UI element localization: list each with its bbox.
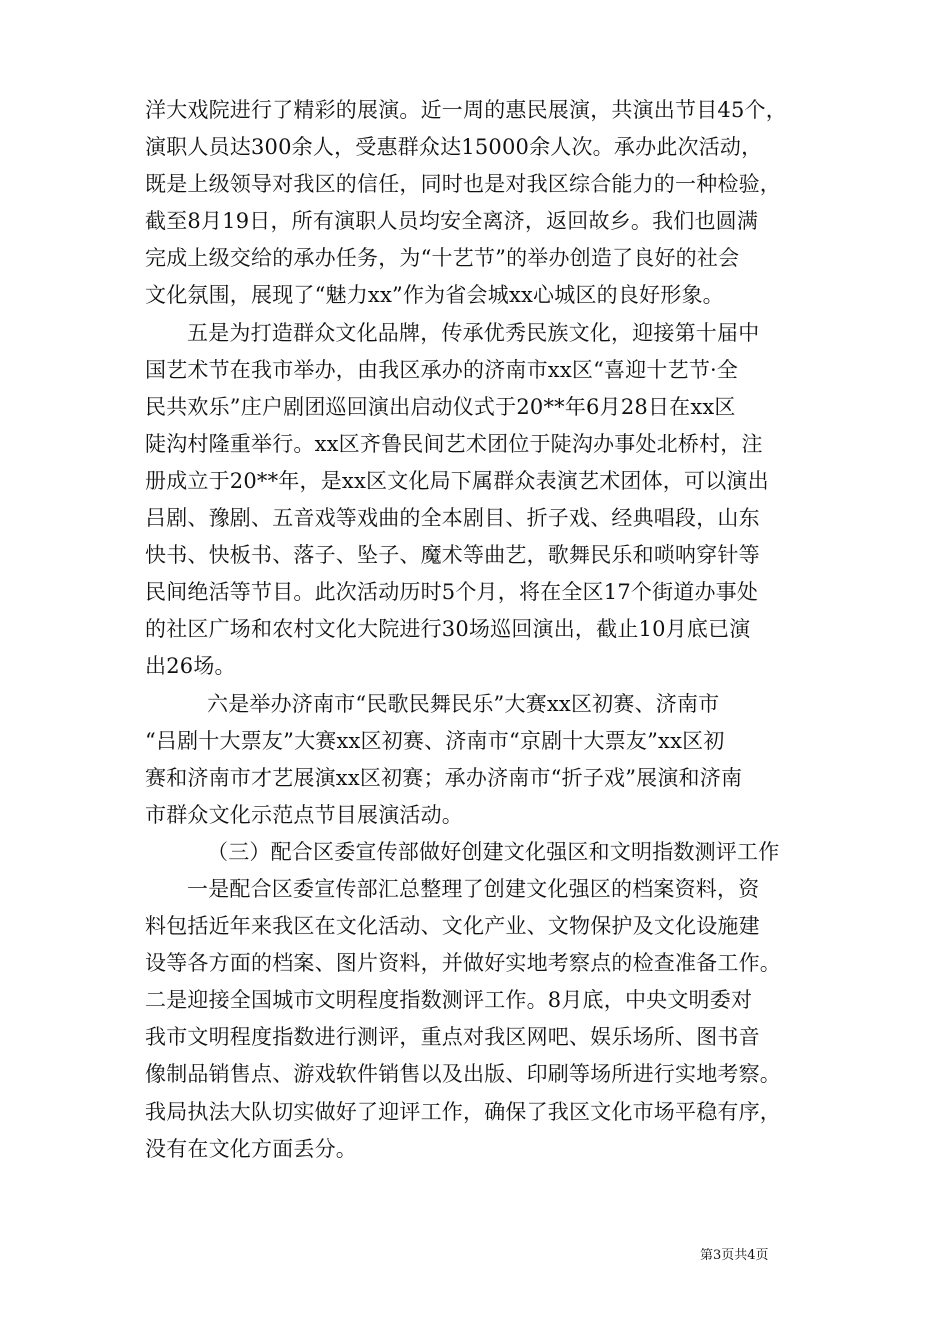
text-line: 像制品销售点、游戏软件销售以及出版、印刷等场所进行实地考察。	[145, 1062, 781, 1087]
text-line: 市群众文化示范点节目展演活动。	[145, 802, 463, 827]
text-line: 演职人员达300余人，受惠群众达15000余人次。承办此次活动，	[145, 135, 763, 160]
text-line: 吕剧、豫剧、五音戏等戏曲的全本剧目、折子戏、经典唱段，山东	[145, 506, 760, 531]
text-line: 截至8月19日，所有演职人员均安全离济，返回故乡。我们也圆满	[145, 209, 759, 234]
text-line: 册成立于20**年，是xx区文化局下属群众表演艺术团体，可以演出	[145, 468, 769, 493]
text-line: 国艺术节在我市举办，由我区承办的济南市xx区“喜迎十艺节·全	[145, 357, 739, 382]
text-line: 出26场。	[145, 654, 236, 679]
text-line: 二是迎接全国城市文明程度指数测评工作。8月底，中央文明委对	[145, 988, 753, 1013]
text-line: 赛和济南市才艺展演xx区初赛；承办济南市“折子戏”展演和济南	[145, 765, 743, 790]
paragraph-item-six	[145, 686, 813, 834]
text-line: 料包括近年来我区在文化活动、文化产业、文物保护及文化设施建	[145, 914, 760, 939]
text-line: 洋大戏院进行了精彩的展演。近一周的惠民展演，共演出节目45个，	[145, 98, 787, 122]
text-line: 陡沟村隆重举行。xx区齐鲁民间艺术团位于陡沟办事处北桥村，注	[145, 431, 763, 456]
text-line: 六是举办济南市“民歌民舞民乐”大赛xx区初赛、济南市	[207, 691, 720, 716]
section-heading	[145, 834, 813, 871]
text-line: 的社区广场和农村文化大院进行30场巡回演出，截止10月底已演	[145, 617, 751, 642]
text-line: 既是上级领导对我区的信任，同时也是对我区综合能力的一种检验，	[145, 172, 781, 197]
text-line: “吕剧十大票友”大赛xx区初赛、济南市“京剧十大票友”xx区初	[145, 728, 725, 753]
paragraph-item-five	[145, 315, 813, 686]
text-line: 一是配合区委宣传部汇总整理了创建文化强区的档案资料，资	[187, 876, 760, 901]
page-number: 第3页共4页	[700, 1248, 769, 1263]
body-text	[145, 92, 813, 1168]
text-line: 快书、快板书、落子、坠子、魔术等曲艺，歌舞民乐和唢呐穿针等	[145, 543, 760, 568]
text-line: 民共欢乐”庄户剧团巡回演出启动仪式于20**年6月28日在xx区	[145, 394, 736, 419]
text-line: 设等各方面的档案、图片资料，并做好实地考察点的检查准备工作。	[145, 951, 781, 976]
text-line: 完成上级交给的承办任务，为“十艺节”的举办创造了良好的社会	[145, 246, 740, 271]
heading-line: （三）配合区委宣传部做好创建文化强区和文明指数测评工作	[207, 839, 780, 864]
text-line: 民间绝活等节目。此次活动历时5个月，将在全区17个街道办事处	[145, 580, 759, 605]
text-line: 五是为打造群众文化品牌，传承优秀民族文化，迎接第十届中	[187, 320, 760, 345]
text-line: 没有在文化方面丢分。	[145, 1136, 357, 1161]
text-line: 我局执法大队切实做好了迎评工作，确保了我区文化市场平稳有序，	[145, 1099, 781, 1124]
paragraph-section-three	[145, 871, 813, 1168]
text-line: 我市文明程度指数进行测评，重点对我区网吧、娱乐场所、图书音	[145, 1025, 760, 1050]
paragraph-continuation	[145, 92, 813, 315]
text-line: 文化氛围，展现了“魅力xx”作为省会城xx心城区的良好形象。	[145, 283, 724, 308]
